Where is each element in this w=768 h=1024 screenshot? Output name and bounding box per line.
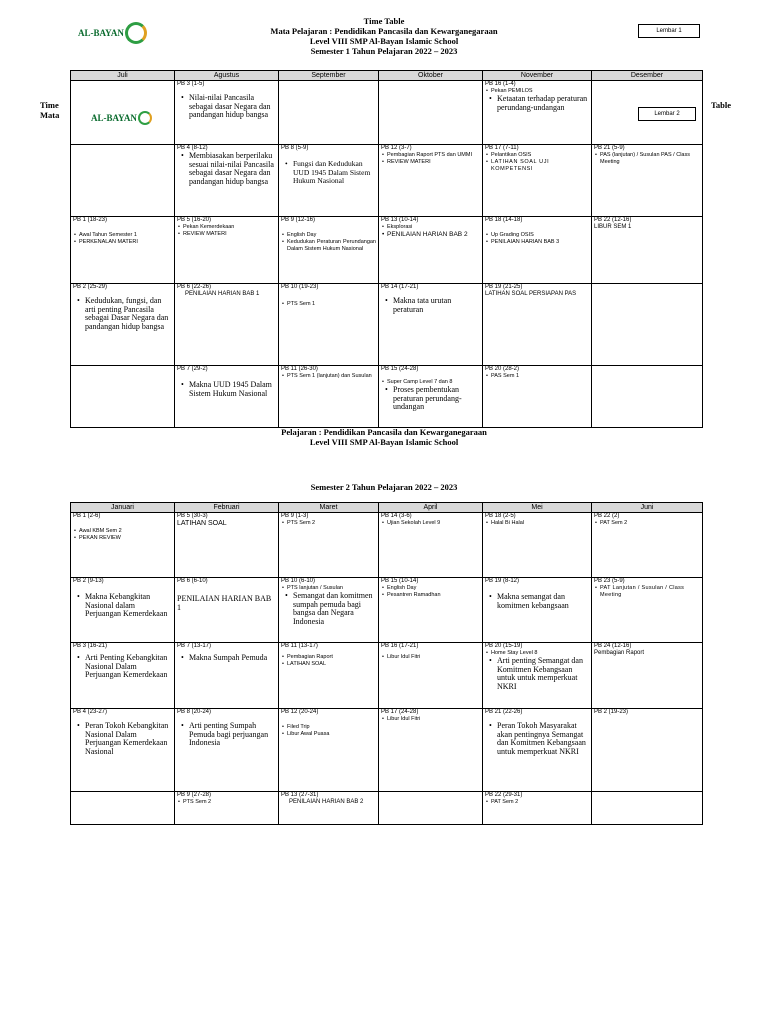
week-cell: [483, 792, 592, 825]
week-cell: [379, 217, 483, 284]
week-label: PB 9 (12-16): [281, 217, 316, 223]
week-label: PB 12 (20-24): [281, 709, 319, 715]
side-time: Time: [40, 100, 59, 110]
agenda-item: • Semangat dan komitmen sumpah pemuda bagi bangsa dan Negara Indonesia: [281, 592, 376, 626]
middle-subject: Pelajaran : Pendidikan Pancasila dan Kewarganegaraan: [281, 427, 487, 437]
week-label: PB 18 (2-5): [485, 513, 516, 519]
month-header: Juli: [71, 71, 175, 81]
week-cell: [483, 145, 592, 217]
week-cell: [71, 81, 175, 145]
week-label: PB 15 (10-14): [381, 578, 419, 584]
agenda-item: • Proses pembentukan peraturan perundang-undangan: [381, 386, 480, 412]
week-cell: [279, 217, 379, 284]
agenda-item: • Arti penting Semangat dan Komitmen Kebangsaan untuk untuk memperkuat NKRI: [485, 657, 589, 691]
week-label: PB 15 (24-28): [381, 366, 419, 372]
lembar-1-label: Lembar 1: [638, 24, 700, 38]
week-cell: [279, 366, 379, 428]
week-cell: [71, 366, 175, 428]
week-cell: [71, 217, 175, 284]
agenda-item: • Halal Bi Halal: [485, 520, 589, 527]
week-cell: [592, 81, 703, 145]
week-label: PB 21 (22-26): [485, 709, 523, 715]
week-label: PB 20 (15-19): [485, 643, 523, 649]
week-cell: [175, 643, 279, 709]
week-label: PB 3 (16-21): [73, 643, 108, 649]
agenda-item: • PAS (lanjutan) / Susulan PAS / Class Meeting: [594, 152, 700, 166]
doc-title: Time Table: [363, 16, 405, 26]
week-text: PENILAIAN HARIAN BAB 1: [185, 291, 260, 297]
agenda-item: • PTS Sem 2: [281, 520, 376, 527]
agenda-item: • Pembagian Raport: [281, 654, 376, 661]
week-cell: [71, 578, 175, 643]
agenda-item: • PAS Sem 1: [485, 373, 589, 380]
week-label: PB 2 (9-13): [73, 578, 104, 584]
agenda-item: • REVIEW MATERI: [381, 159, 480, 166]
week-label: PB 11 (26-30): [281, 366, 318, 372]
week-cell: [483, 217, 592, 284]
side-table: Table: [711, 100, 732, 110]
week-cell: [175, 145, 279, 217]
week-label: PB 2 (19-23): [594, 709, 629, 715]
week-cell: [379, 145, 483, 217]
week-text: LIBUR SEM 1: [594, 224, 632, 230]
doc-semester-1: Semester 1 Tahun Pelajaran 2022 – 2023: [310, 46, 458, 56]
agenda-item: • Pesantren Ramadhan: [381, 592, 480, 599]
semester-1-table: [70, 70, 703, 428]
week-cell: [175, 217, 279, 284]
week-cell: [279, 792, 379, 825]
doc-school: Level VIII SMP Al-Bayan Islamic School: [309, 36, 459, 46]
agenda-item: • Pekan Kemerdekaan: [177, 224, 276, 231]
week-cell: [483, 643, 592, 709]
agenda-item: • Arti Penting Kebangkitan Nasional Dalam Perjuangan Kemerdekaan: [73, 654, 172, 680]
week-label: PB 23 (5-9): [594, 578, 625, 584]
month-header: Agustus: [175, 71, 279, 81]
agenda-item: • Libur Idul Fitri: [381, 654, 480, 661]
agenda-item: • Makna semangat dan komitmen kebangsaan: [485, 593, 589, 610]
week-cell: [592, 513, 703, 578]
week-cell: [592, 145, 703, 217]
agenda-item: • PAT Lanjutan / Susulan / Class Meeting: [594, 585, 700, 599]
agenda-item: • Peran Tokoh Masyarakat akan pentingnya Semangat dan Komitmen Kebangsaan untuk memperkuat NKRI: [485, 722, 589, 756]
week-text: LATIHAN SOAL PERSIAPAN PAS: [485, 291, 577, 297]
agenda-item: • Peran Tokoh Kebangkitan Nasional Dalam Perjuangan Kemerdekaan Nasional: [73, 722, 172, 756]
agenda-item: • Libur Awal Puasa: [281, 731, 376, 738]
logo-text: AL-BAYAN: [78, 28, 124, 38]
week-label: PB 16 (17-21): [381, 643, 419, 649]
week-label: PB 8 (20-24): [177, 709, 212, 715]
week-cell: [592, 578, 703, 643]
week-label: PB 19 (8-12): [485, 578, 520, 584]
week-cell: [71, 792, 175, 825]
agenda-item: • PTS Sem 1 (lanjutan) dan Susulan: [281, 373, 376, 380]
agenda-item: • Makna Sumpah Pemuda: [177, 654, 276, 663]
agenda-item: • PTS Sem 1: [281, 301, 376, 308]
agenda-item: • PEKAN REVIEW: [73, 535, 172, 542]
agenda-item: • Kedudukan, fungsi, dan arti penting Pancasila sebagai Dasar Negara dan pandangan hidup bangsa: [73, 297, 172, 331]
week-cell: [71, 643, 175, 709]
agenda-item: • Home Stay Level 8: [485, 650, 589, 657]
week-label: PB 14 (3-6): [381, 513, 412, 519]
week-label: PB 10 (6-10): [281, 578, 316, 584]
month-header: November: [483, 71, 592, 81]
week-text: PENILAIAN HARIAN BAB 2: [289, 799, 364, 805]
month-header: Maret: [279, 503, 379, 513]
week-cell: [175, 81, 279, 145]
week-cell: [71, 513, 175, 578]
agenda-item: • PAT Sem 2: [594, 520, 700, 527]
week-label: PB 20 (28-2): [485, 366, 520, 372]
agenda-item: • Super Camp Level 7 dan 8: [381, 379, 480, 386]
agenda-item: • Makna Kebangkitan Nasional dalam Perjuangan Kemerdekaan: [73, 593, 172, 619]
week-label: PB 6 (6-10): [177, 578, 208, 584]
week-label: PB 24 (12-16): [594, 643, 632, 649]
agenda-item: • Arti penting Sumpah Pemuda bagi perjuangan Indonesia: [177, 722, 276, 748]
school-logo-small: [91, 111, 172, 125]
month-header: Desember: [592, 71, 703, 81]
week-cell: [592, 792, 703, 825]
doc-semester-2: Semester 2 Tahun Pelajaran 2022 – 2023: [310, 482, 458, 492]
week-label: PB 11 (13-17): [281, 643, 318, 649]
agenda-item: • Eksplorasi: [381, 224, 480, 231]
week-cell: [279, 513, 379, 578]
agenda-item: • Ujian Sekolah Level 9: [381, 520, 480, 527]
week-label: PB 22 (12-16): [594, 217, 632, 223]
agenda-item: • Filed Trip: [281, 724, 376, 731]
week-text: LATIHAN SOAL: [177, 520, 227, 527]
agenda-item: • English Day: [281, 232, 376, 239]
agenda-item: • Membiasakan berperilaku sesuai nilai-nilai Pancasila sebagai dasar Negara dan pandangan hidup bangsa: [177, 152, 276, 186]
week-cell: [175, 792, 279, 825]
week-cell: [379, 284, 483, 366]
week-label: PB 7 (29-2): [177, 366, 208, 372]
week-cell: [175, 284, 279, 366]
week-label: PB 17 (7-11): [485, 145, 519, 151]
week-cell: [71, 145, 175, 217]
month-header: Mei: [483, 503, 592, 513]
week-cell: [483, 513, 592, 578]
week-label: PB 22 (29-31): [485, 792, 523, 798]
week-text: Pembagian Raport: [594, 650, 645, 656]
week-label: PB 3 (1-5): [177, 81, 205, 87]
agenda-item: • REVIEW MATERI: [177, 231, 276, 238]
week-cell: [379, 709, 483, 792]
week-cell: [592, 643, 703, 709]
week-cell: [279, 709, 379, 792]
week-text: PENILAIAN HARIAN BAB 1: [177, 594, 272, 612]
week-cell: [483, 366, 592, 428]
doc-subject: Mata Pelajaran : Pendidikan Pancasila dan Kewarganegaraan: [270, 26, 498, 36]
agenda-item: • Makna tata urutan peraturan: [381, 297, 480, 314]
week-label: PB 12 (3-7): [381, 145, 412, 151]
lembar-2-label: Lembar 2: [638, 107, 696, 121]
week-label: PB 13 (10-14): [381, 217, 419, 223]
week-cell: [592, 366, 703, 428]
week-label: PB 6 (22-26): [177, 284, 212, 290]
month-header: Januari: [71, 503, 175, 513]
week-cell: [175, 513, 279, 578]
agenda-item: • PTS Sem 2: [177, 799, 276, 806]
week-label: PB 7 (13-17): [177, 643, 212, 649]
month-header: April: [379, 503, 483, 513]
week-cell: [279, 284, 379, 366]
week-label: PB 5 (16-20): [177, 217, 212, 223]
agenda-item: • Pembagian Raport PTS dan UMMI: [381, 152, 480, 159]
agenda-item: • PERKENALAN MATERI: [73, 239, 172, 246]
agenda-item: • Awal Tahun Semester 1: [73, 232, 172, 239]
week-label: PB 18 (14-18): [485, 217, 523, 223]
agenda-item: • Makna UUD 1945 Dalam Sistem Hukum Nasional: [177, 381, 276, 398]
week-label: PB 13 (27-31): [281, 792, 319, 798]
week-cell: [483, 81, 592, 145]
middle-school: Level VIII SMP Al-Bayan Islamic School: [309, 437, 459, 447]
week-label: PB 16 (1-4): [485, 81, 516, 87]
agenda-item: • PAT Sem 2: [485, 799, 589, 806]
week-label: PB 17 (24-28): [381, 709, 419, 715]
week-cell: [379, 643, 483, 709]
week-cell: [483, 284, 592, 366]
agenda-item: • Pelantikan OSIS: [485, 152, 589, 159]
week-cell: [175, 366, 279, 428]
logo-text: AL-BAYAN: [91, 113, 137, 123]
week-label: PB 5 (30-3): [177, 513, 208, 519]
agenda-item: • Kedudukan Peraturan Perundangan Dalam Sistem Hukum Nasional: [281, 239, 376, 253]
agenda-item: • PENILAIAN HARIAN BAB 3: [485, 239, 589, 246]
week-cell: [379, 81, 483, 145]
agenda-item: • Nilai-nilai Pancasila sebagai dasar Negara dan pandangan hidup bangsa: [177, 94, 276, 120]
month-header: Oktober: [379, 71, 483, 81]
week-label: PB 10 (19-23): [281, 284, 319, 290]
week-cell: [379, 578, 483, 643]
month-header: Juni: [592, 503, 703, 513]
logo-crescent-icon: [138, 111, 152, 125]
week-label: PB 9 (1-3): [281, 513, 309, 519]
week-cell: [71, 284, 175, 366]
agenda-item: • Awal KBM Sem 2: [73, 528, 172, 535]
week-cell: [379, 366, 483, 428]
week-cell: [379, 513, 483, 578]
week-cell: [483, 578, 592, 643]
agenda-item: • Fungsi dan Kedudukan UUD 1945 Dalam Sistem Hukum Nasional: [281, 160, 376, 186]
week-cell: [71, 709, 175, 792]
agenda-item: • English Day: [381, 585, 480, 592]
week-label: PB 9 (27-28): [177, 792, 212, 798]
week-label: PB 21 (5-9): [594, 145, 625, 151]
side-mata: Mata: [40, 110, 60, 120]
week-label: PB 4 (8-12): [177, 145, 208, 151]
week-cell: [175, 578, 279, 643]
agenda-item: • LATIHAN SOAL UJI KOMPETENSI: [485, 159, 589, 173]
agenda-item: • Pekan PEMILOS: [485, 88, 589, 95]
agenda-item: • Libur Idul Fitri: [381, 716, 480, 723]
agenda-item: • PTS lanjutan / Susulan: [281, 585, 376, 592]
week-label: PB 14 (17-21): [381, 284, 419, 290]
week-cell: [279, 578, 379, 643]
week-label: PB 1 (2-6): [73, 513, 101, 519]
week-cell: [175, 709, 279, 792]
week-label: PB 4 (23-27): [73, 709, 108, 715]
agenda-item: • PENILAIAN HARIAN BAB 2: [381, 231, 480, 238]
agenda-item: • Up Grading OSIS: [485, 232, 589, 239]
week-cell: [279, 643, 379, 709]
week-label: PB 8 (5-9): [281, 145, 309, 151]
agenda-item: • LATIHAN SOAL: [281, 661, 376, 668]
week-label: PB 2 (25-29): [73, 284, 108, 290]
week-cell: [279, 81, 379, 145]
week-cell: [379, 792, 483, 825]
week-cell: [592, 709, 703, 792]
month-header: September: [279, 71, 379, 81]
week-cell: [592, 217, 703, 284]
week-cell: [592, 284, 703, 366]
month-header: Februari: [175, 503, 279, 513]
week-label: PB 19 (21-25): [485, 284, 523, 290]
semester-2-table: [70, 502, 703, 825]
week-label: PB 22 (2): [594, 513, 620, 519]
week-cell: [279, 145, 379, 217]
agenda-item: • Ketaatan terhadap peraturan perundang-undangan: [485, 95, 589, 112]
week-cell: [483, 709, 592, 792]
week-label: PB 1 (18-23): [73, 217, 108, 223]
